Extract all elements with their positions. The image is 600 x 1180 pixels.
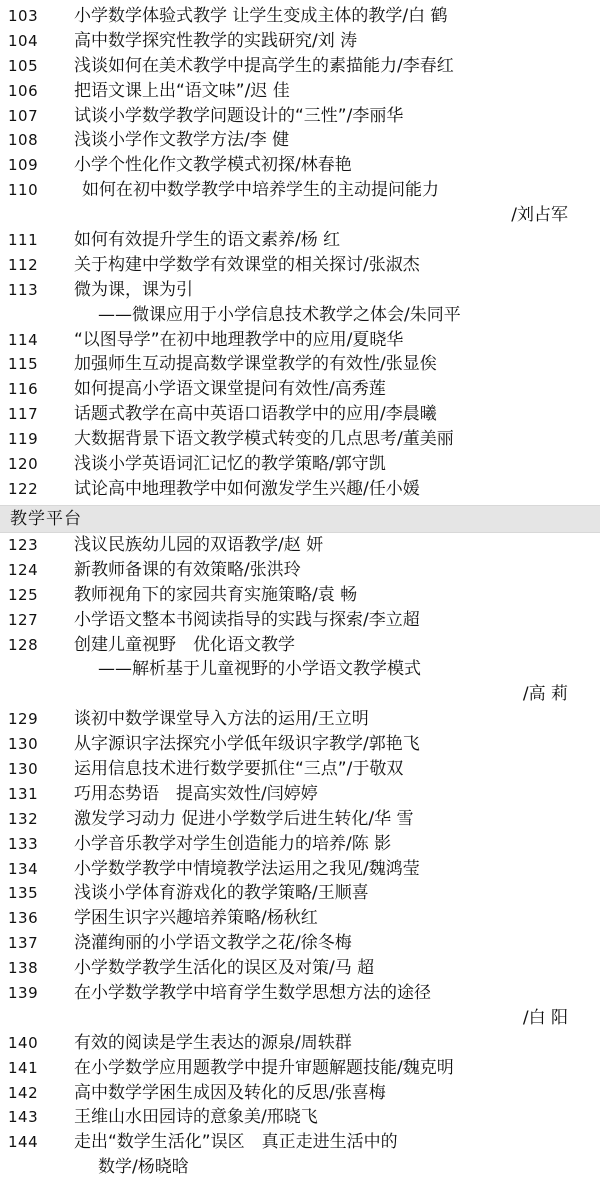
toc-entry xyxy=(0,452,600,477)
entry-title: 教师视角下的家园共育实施策略/袁 畅 xyxy=(74,584,358,605)
section-header xyxy=(0,505,600,533)
toc-entry xyxy=(0,79,600,104)
entry-title: 小学个性化作文教学模式初探/林春艳 xyxy=(74,155,352,176)
toc-entry xyxy=(0,203,600,228)
section-title: 教学平台 xyxy=(10,509,82,529)
entry-title: 试谈小学数学教学问题设计的“三性”/李丽华 xyxy=(74,105,404,126)
toc-entry xyxy=(0,1105,600,1130)
toc-entry xyxy=(0,583,600,608)
toc-entry xyxy=(0,128,600,153)
page-number: 116 xyxy=(8,380,39,399)
entry-title: 王维山水田园诗的意象美/邢晓飞 xyxy=(74,1107,318,1128)
page-number: 136 xyxy=(8,909,39,928)
toc-entry xyxy=(0,633,600,658)
toc-entry xyxy=(0,981,600,1006)
page-number: 106 xyxy=(8,81,39,100)
page-number: 140 xyxy=(8,1033,39,1052)
entry-title: 高中数学探究性教学的实践研究/刘 涛 xyxy=(74,30,358,51)
entry-title: 在小学数学应用题教学中提升审题解题技能/魏克明 xyxy=(74,1057,454,1078)
entry-title: 浅议民族幼儿园的双语教学/赵 妍 xyxy=(74,535,324,555)
entry-title: 浇灌绚丽的小学语文教学之花/徐冬梅 xyxy=(74,933,352,954)
toc-entry xyxy=(0,278,600,303)
entry-title: 如何在初中数学教学中培养学生的主动提问能力 xyxy=(82,180,439,201)
toc-entry xyxy=(0,1006,600,1031)
entry-title: 浅谈小学体育游戏化的教学策略/王顺喜 xyxy=(74,883,369,904)
page-number: 137 xyxy=(8,934,39,953)
entry-title: 浅谈小学英语词汇记忆的教学策略/郭守凯 xyxy=(74,454,386,475)
page-number: 119 xyxy=(8,430,39,449)
page-number: 128 xyxy=(8,635,39,654)
toc-entry xyxy=(0,782,600,807)
toc-entry xyxy=(0,707,600,732)
entry-title: 关于构建中学数学有效课堂的相关探讨/张淑杰 xyxy=(74,254,420,275)
toc-entry xyxy=(0,253,600,278)
page-number: 141 xyxy=(8,1058,39,1077)
toc-entry xyxy=(0,477,600,502)
entry-title: 如何提高小学语文课堂提问有效性/高秀莲 xyxy=(74,379,386,400)
toc-entry xyxy=(0,303,600,328)
page-number: 115 xyxy=(8,355,39,374)
entry-title: 学困生识字兴趣培养策略/杨秋红 xyxy=(74,908,318,929)
toc-entry xyxy=(0,104,600,129)
entry-title: 小学数学教学生活化的误区及对策/马 超 xyxy=(74,958,375,979)
entry-title: /高 莉 xyxy=(522,684,568,705)
entry-title: 在小学数学教学中培育学生数学思想方法的途径 xyxy=(74,983,431,1004)
entry-title: 运用信息技术进行数学要抓住“三点”/于敬双 xyxy=(74,759,404,780)
toc-entry xyxy=(0,29,600,54)
page-number: 127 xyxy=(8,610,39,629)
page-number: 107 xyxy=(8,106,39,125)
page-number: 111 xyxy=(8,231,39,250)
toc-entry xyxy=(0,328,600,353)
toc-list-top xyxy=(0,4,600,502)
toc-entry xyxy=(0,657,600,682)
toc-entry xyxy=(0,881,600,906)
page-number: 138 xyxy=(8,959,39,978)
toc-entry xyxy=(0,1081,600,1106)
page-number: 133 xyxy=(8,834,39,853)
entry-title: 浅谈如何在美术教学中提高学生的素描能力/李春红 xyxy=(74,55,454,76)
page-number: 109 xyxy=(8,156,39,175)
entry-title: 小学语文整本书阅读指导的实践与探索/李立超 xyxy=(74,609,420,630)
toc-entry xyxy=(0,906,600,931)
entry-title: 从字源识字法探究小学低年级识字教学/郭艳飞 xyxy=(74,734,420,755)
entry-title: 把语文课上出“语文味”/迟 佳 xyxy=(74,80,290,101)
toc-entry xyxy=(0,732,600,757)
page-number: 114 xyxy=(8,330,39,349)
entry-title: ——微课应用于小学信息技术教学之体会/朱同平 xyxy=(98,304,461,325)
page-number: 142 xyxy=(8,1083,39,1102)
entry-title: 巧用态势语 提高实效性/闫婷婷 xyxy=(74,783,318,804)
entry-title: 加强师生互动提高数学课堂教学的有效性/张显俟 xyxy=(74,354,437,375)
page-number: 103 xyxy=(8,7,39,25)
page-number: 110 xyxy=(8,181,39,200)
page-number: 134 xyxy=(8,859,39,878)
page-number: 130 xyxy=(8,735,39,754)
page-number: 144 xyxy=(8,1133,39,1152)
entry-title: /白 阳 xyxy=(522,1007,568,1028)
entry-title: 小学数学体验式教学 让学生变成主体的教学/白 鹤 xyxy=(74,6,448,26)
page-number: 117 xyxy=(8,405,39,424)
entry-title: 微为课，课为引 xyxy=(74,279,193,300)
page-number: 135 xyxy=(8,884,39,903)
entry-title: ——解析基于儿童视野的小学语文教学模式 xyxy=(98,659,421,680)
toc-entry xyxy=(0,608,600,633)
toc-entry xyxy=(0,54,600,79)
page-number: 120 xyxy=(8,455,39,474)
entry-title: 试论高中地理教学中如何激发学生兴趣/任小媛 xyxy=(74,478,420,499)
page-number: 130 xyxy=(8,760,39,779)
toc-entry xyxy=(0,533,600,558)
page-number: 123 xyxy=(8,536,39,554)
page-number: 139 xyxy=(8,984,39,1003)
page-number: 108 xyxy=(8,131,39,150)
entry-title: 走出“数学生活化”误区 真正走进生活中的 xyxy=(74,1132,398,1153)
entry-title: 如何有效提升学生的语文素养/杨 红 xyxy=(74,230,341,251)
toc-entry xyxy=(0,402,600,427)
toc-entry xyxy=(0,352,600,377)
page-number: 113 xyxy=(8,280,39,299)
page-number: 132 xyxy=(8,809,39,828)
entry-title: 话题式教学在高中英语口语教学中的应用/李晨曦 xyxy=(74,404,437,425)
page-number: 125 xyxy=(8,585,39,604)
entry-title: “以图导学”在初中地理教学中的应用/夏晓华 xyxy=(74,329,404,350)
page-number: 104 xyxy=(8,31,39,50)
entry-title: 高中数学学困生成因及转化的反思/张喜梅 xyxy=(74,1082,386,1103)
page-number: 131 xyxy=(8,784,39,803)
toc-list-bottom xyxy=(0,533,600,1180)
entry-title: 激发学习动力 促进小学数学后进生转化/华 雪 xyxy=(74,808,414,829)
entry-title: 谈初中数学课堂导入方法的运用/王立明 xyxy=(74,709,369,730)
toc-entry xyxy=(0,178,600,203)
page-number: 122 xyxy=(8,479,39,498)
entry-title: 创建儿童视野 优化语文教学 xyxy=(74,634,295,655)
toc-entry xyxy=(0,682,600,707)
toc-entry xyxy=(0,153,600,178)
entry-title: 小学音乐教学对学生创造能力的培养/陈 影 xyxy=(74,833,392,854)
entry-title: 数学/杨晓晗 xyxy=(98,1157,189,1178)
toc-entry xyxy=(0,857,600,882)
toc-entry xyxy=(0,931,600,956)
toc-entry xyxy=(0,807,600,832)
entry-title: 新教师备课的有效策略/张洪玲 xyxy=(74,559,301,580)
entry-title: 有效的阅读是学生表达的源泉/周轶群 xyxy=(74,1032,352,1053)
toc-entry xyxy=(0,558,600,583)
toc-entry xyxy=(0,757,600,782)
toc-entry xyxy=(0,1130,600,1155)
page-number: 124 xyxy=(8,560,39,579)
toc-entry xyxy=(0,956,600,981)
page-number: 105 xyxy=(8,56,39,75)
toc-entry xyxy=(0,832,600,857)
entry-title: 大数据背景下语文教学模式转变的几点思考/董美丽 xyxy=(74,429,454,450)
toc-entry xyxy=(0,1056,600,1081)
toc-entry xyxy=(0,228,600,253)
entry-title: 小学数学教学中情境教学法运用之我见/魏鸿莹 xyxy=(74,858,420,879)
toc-entry xyxy=(0,1031,600,1056)
toc-entry xyxy=(0,377,600,402)
page-number: 143 xyxy=(8,1108,39,1127)
entry-title: /刘占军 xyxy=(511,205,568,226)
toc-entry xyxy=(0,427,600,452)
toc-entry xyxy=(0,4,600,29)
page-number: 112 xyxy=(8,255,39,274)
entry-title: 浅谈小学作文教学方法/李 健 xyxy=(74,130,290,151)
page-number: 129 xyxy=(8,710,39,729)
